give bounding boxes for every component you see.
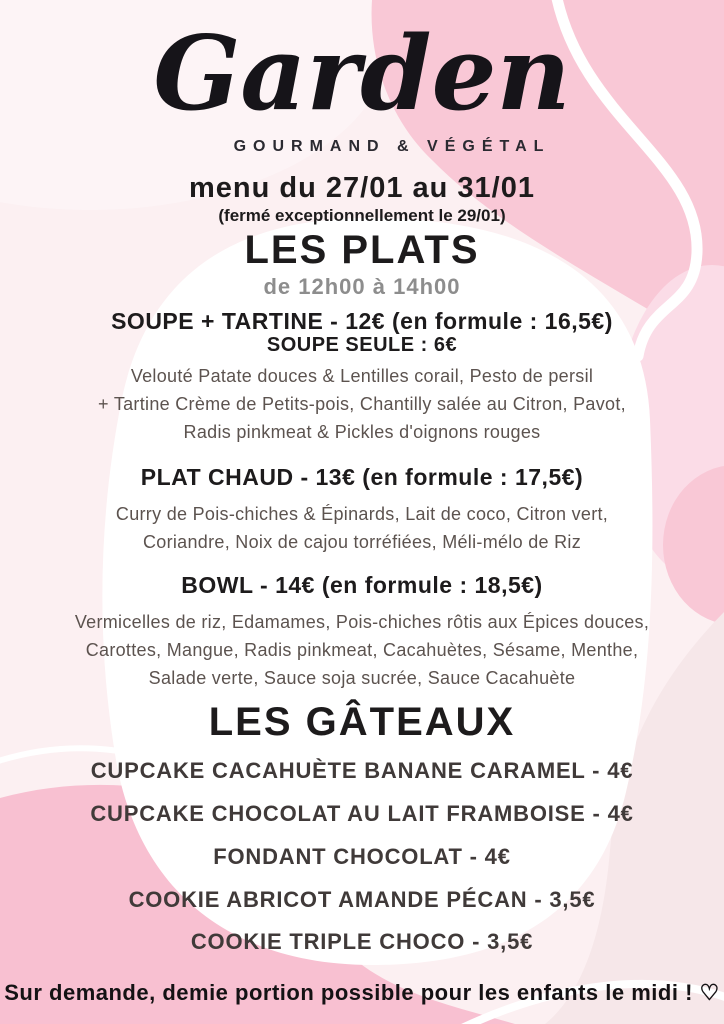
description-line: + Tartine Crème de Petits-pois, Chantilly salée au Citron, Pavot, (98, 394, 626, 414)
item-name: SOUPE + TARTINE - 12€ (111, 308, 386, 334)
section-title-plats: LES PLATS (244, 228, 480, 272)
description-line: Radis pinkmeat & Pickles d'oignons rouges (183, 422, 541, 442)
description-line: Vermicelles de riz, Edamames, Pois-chiches rôtis aux Épices douces, (74, 612, 650, 632)
dessert-item-cupcake-chocolat: CUPCAKE CHOCOLAT AU LAIT FRAMBOISE - 4€ (90, 801, 634, 826)
dessert-item-fondant: FONDANT CHOCOLAT - 4€ (213, 844, 511, 869)
description-plat-chaud (0, 500, 724, 556)
menu-item-soupe-seule: SOUPE SEULE : 6€ (266, 334, 458, 356)
menu-date-range: menu du 27/01 au 31/01 (189, 172, 535, 204)
item-name: BOWL - 14€ (181, 572, 315, 598)
item-name: PLAT CHAUD - 13€ (140, 464, 356, 490)
section-title-gateaux: LES GÂTEAUX (208, 700, 516, 744)
item-formula-price: (en formule : 16,5€) (392, 308, 613, 334)
dessert-item-cookie-abricot: COOKIE ABRICOT AMANDE PÉCAN - 3,5€ (128, 887, 596, 912)
brand-tagline: GOURMAND & VÉGÉTAL (233, 138, 551, 155)
menu-item-bowl (0, 572, 724, 599)
dessert-item-cookie-choco: COOKIE TRIPLE CHOCO - 3,5€ (190, 929, 534, 954)
description-line: Coriandre, Noix de cajou torréfiées, Méli-mélo de Riz (142, 532, 582, 552)
footer-note: Sur demande, demie portion possible pour les enfants le midi ! ♡ (4, 980, 720, 1005)
description-line: Salade verte, Sauce soja sucrée, Sauce Cacahuète (148, 668, 576, 688)
description-soupe (0, 362, 724, 446)
menu-item-plat-chaud (0, 464, 724, 491)
description-line: Curry de Pois-chiches & Épinards, Lait de coco, Citron vert, (115, 504, 609, 524)
menu-item-soupe-tartine (0, 308, 724, 335)
brand-logo: Garden (153, 14, 571, 134)
description-line: Velouté Patate douces & Lentilles corail, Pesto de persil (130, 366, 594, 386)
description-line: Carottes, Mangue, Radis pinkmeat, Cacahuètes, Sésame, Menthe, (85, 640, 639, 660)
service-hours: de 12h00 à 14h00 (263, 274, 461, 299)
item-formula-price: (en formule : 18,5€) (321, 572, 543, 598)
item-formula-price: (en formule : 17,5€) (362, 464, 584, 490)
dessert-item-cupcake-cacahuete: CUPCAKE CACAHUÈTE BANANE CARAMEL - 4€ (90, 758, 634, 783)
description-bowl (0, 608, 724, 692)
closure-note: (fermé exceptionnellement le 29/01) (218, 206, 506, 225)
